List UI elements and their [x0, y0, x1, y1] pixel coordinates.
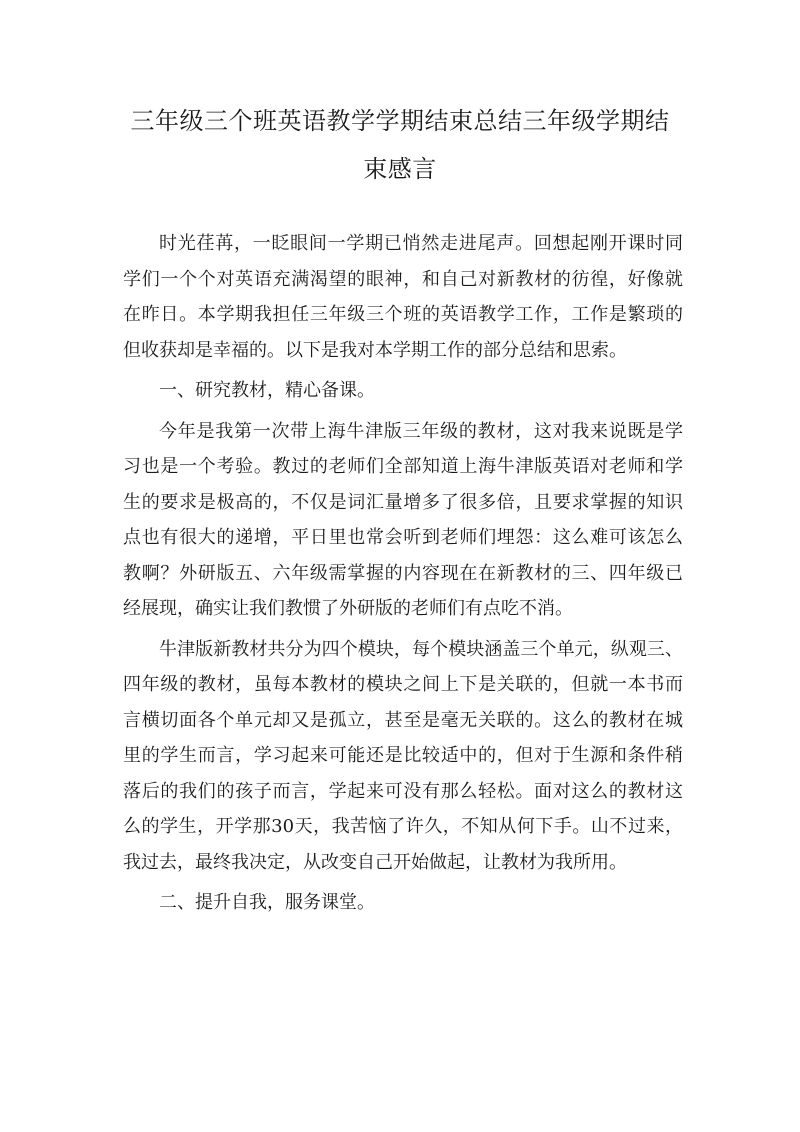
title-line: 束感言 [363, 155, 437, 183]
section-heading-text: 一、研究教材，精心备课。 [159, 380, 375, 401]
paragraph-line: 言横切面各个单元却又是孤立，甚至是毫无关联的。这么的教材在城 [123, 709, 683, 731]
paragraph-line: 但收获却是幸福的。以下是我对本学期工作的部分总结和思索。 [123, 339, 627, 361]
paragraph-line: 学们一个个对英语充满渴望的眼神，和自己对新教材的彷徨，好像就 [123, 268, 683, 290]
paragraph-line: 经展现，确实让我们教惯了外研版的老师们有点吃不消。 [123, 598, 573, 619]
paragraph-line: 么的学生，开学那30天，我苦恼了许久，不知从何下手。山不过来， [123, 816, 683, 837]
paragraph-textbook [123, 414, 683, 627]
paragraph-line: 生的要求是极高的，不仅是词汇量增多了很多倍，且要求掌握的知识 [123, 491, 683, 513]
paragraph-modules [123, 632, 683, 881]
paragraph-line: 时光荏苒，一眨眼间一学期已悄然走进尾声。回想起刚开课时同 [159, 233, 683, 254]
document-body [123, 226, 683, 921]
document-title [120, 97, 680, 193]
paragraph-line: 在昨日。本学期我担任三年级三个班的英语教学工作，工作是繁琐的 [123, 304, 683, 325]
section-heading-1 [123, 373, 683, 409]
paragraph-line: 教啊？外研版五、六年级需掌握的内容现在在新教材的三、四年级已 [123, 562, 683, 584]
section-heading-2 [123, 885, 683, 921]
paragraph-line: 习也是一个考验。教过的老师们全部知道上海牛津版英语对老师和学 [123, 456, 683, 477]
paragraph-line: 四年级的教材，虽每本教材的模块之间上下是关联的，但就一本书而 [123, 674, 683, 695]
paragraph-line: 今年是我第一次带上海牛津版三年级的教材，这对我来说既是学 [159, 420, 683, 442]
paragraph-line: 里的学生而言，学习起来可能还是比较适中的，但对于生源和条件稍 [123, 745, 683, 766]
paragraph-line: 牛津版新教材共分为四个模块，每个模块涵盖三个单元，纵观三、 [159, 638, 683, 660]
paragraph-line: 我过去，最终我决定，从改变自己开始做起，让教材为我所用。 [123, 851, 627, 873]
paragraph-line: 落后的我们的孩子而言，学起来可没有那么轻松。面对这么的教材这 [123, 780, 683, 802]
section-heading-text: 二、提升自我，服务课堂。 [159, 892, 375, 913]
paragraph-intro [123, 226, 683, 368]
title-line: 三年级三个班英语教学学期结束总结三年级学期结 [130, 107, 670, 135]
paragraph-line: 点也有很大的递增，平日里也常会听到老师们埋怨：这么难可该怎么 [123, 527, 683, 548]
